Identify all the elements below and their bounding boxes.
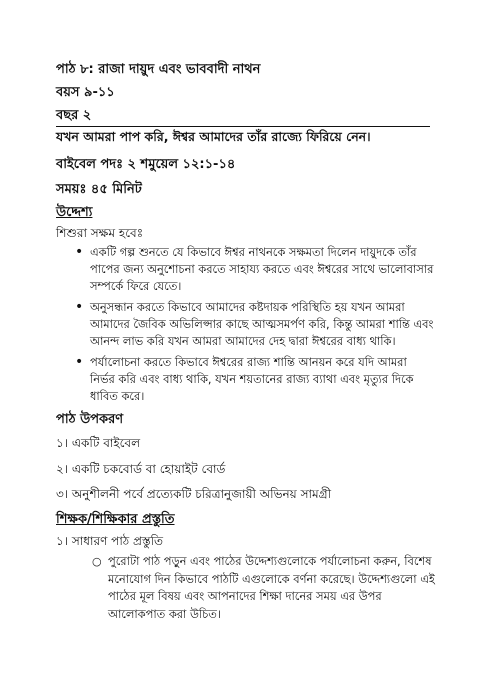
teacher-prep-heading: শিক্ষক/শিক্ষিকার প্রস্তুতি [56,512,175,527]
objectives-heading: উদ্দেশ্য [56,205,93,220]
objectives-list [75,244,435,409]
prep-subitems-list [92,553,437,623]
lesson-time: সময়ঃ ৪৫ মিনিট [56,182,142,197]
objectives-intro: শিশুরা সক্ষম হবেঃ [56,226,144,240]
material-item: ১। একটি বাইবেল [56,436,141,450]
objective-item: • অনুসন্ধান করতে কিভাবে আমাদের কষ্টদায়ক পরিস্থিতি হয় যখন আমরা আমাদের জৈবিক অভিলিপ্সার কাছে আত্মসমর্পণ করি, কিন্তু আমরা শান্তি এবং আনন্দ লাভ করি যখন আমরা আমাদের দেহ দ্বারা ঈশ্বরের বাধ্য থাকি। [75,299,435,350]
objective-item: • পর্যালোচনা করতে কিভাবে ঈশ্বরের রাজ্য শান্তি আনয়ন করে যদি আমরা নির্ভর করি এবং বাধ্য থাকি, যখন শয়তানের রাজ্য ব্যাথা এবং মৃত্যুর দিকে ধাবিত করে। [75,354,435,405]
objective-item: • একটি গল্প শুনতে যে কিভাবে ঈশ্বর নাথনকে সক্ষমতা দিলেন দায়ুদকে তাঁর পাপের জন্য অনুশোচনা করতে সাহায্য করতে এবং ঈশ্বরের সাথে ভালোবাসার সম্পর্কে ফিরে যেতে। [75,244,435,295]
material-item: ৩। অনুশীলনী পর্বে প্রত্যেকটি চরিত্রানুজায়ী অভিনয় সামগ্রী [56,487,332,501]
material-item: ২। একটি চকবোর্ড বা হোয়াইট বোর্ড [56,462,226,476]
prep-item: ১। সাধারণ পাঠ প্রস্তুতি [56,534,164,548]
prep-subitem: ○ পুরোটা পাঠ পড়ুন এবং পাঠের উদ্দেশ্যগুলোকে পর্যালোচনা করুন, বিশেষ মনোযোগ দিন কিভাবে পাঠটি এগুলোকে বর্ণনা করেছে। উদ্দেশ্যগুলো এই পাঠের মূল বিষয় এবং আপনাদের শিক্ষা দানের সময় এর উপর আলোকপাত করা উচিত। [92,553,437,623]
bible-passage: বাইবেল পদঃ ২ শমুয়েল ১২:১-১৪ [56,157,236,172]
theme-section [56,126,430,149]
lesson-title: পাঠ ৮: রাজা দায়ুদ এবং ভাববাদী নাথন [56,62,261,77]
lesson-theme: যখন আমরা পাপ করি, ঈশ্বর আমাদের তাঁর রাজ্যে ফিরিয়ে নেন। [56,129,371,144]
year-label: বছর ২ [56,108,92,123]
age-range: বয়স ৯-১১ [56,85,115,100]
materials-heading: পাঠ উপকরণ [56,412,124,427]
